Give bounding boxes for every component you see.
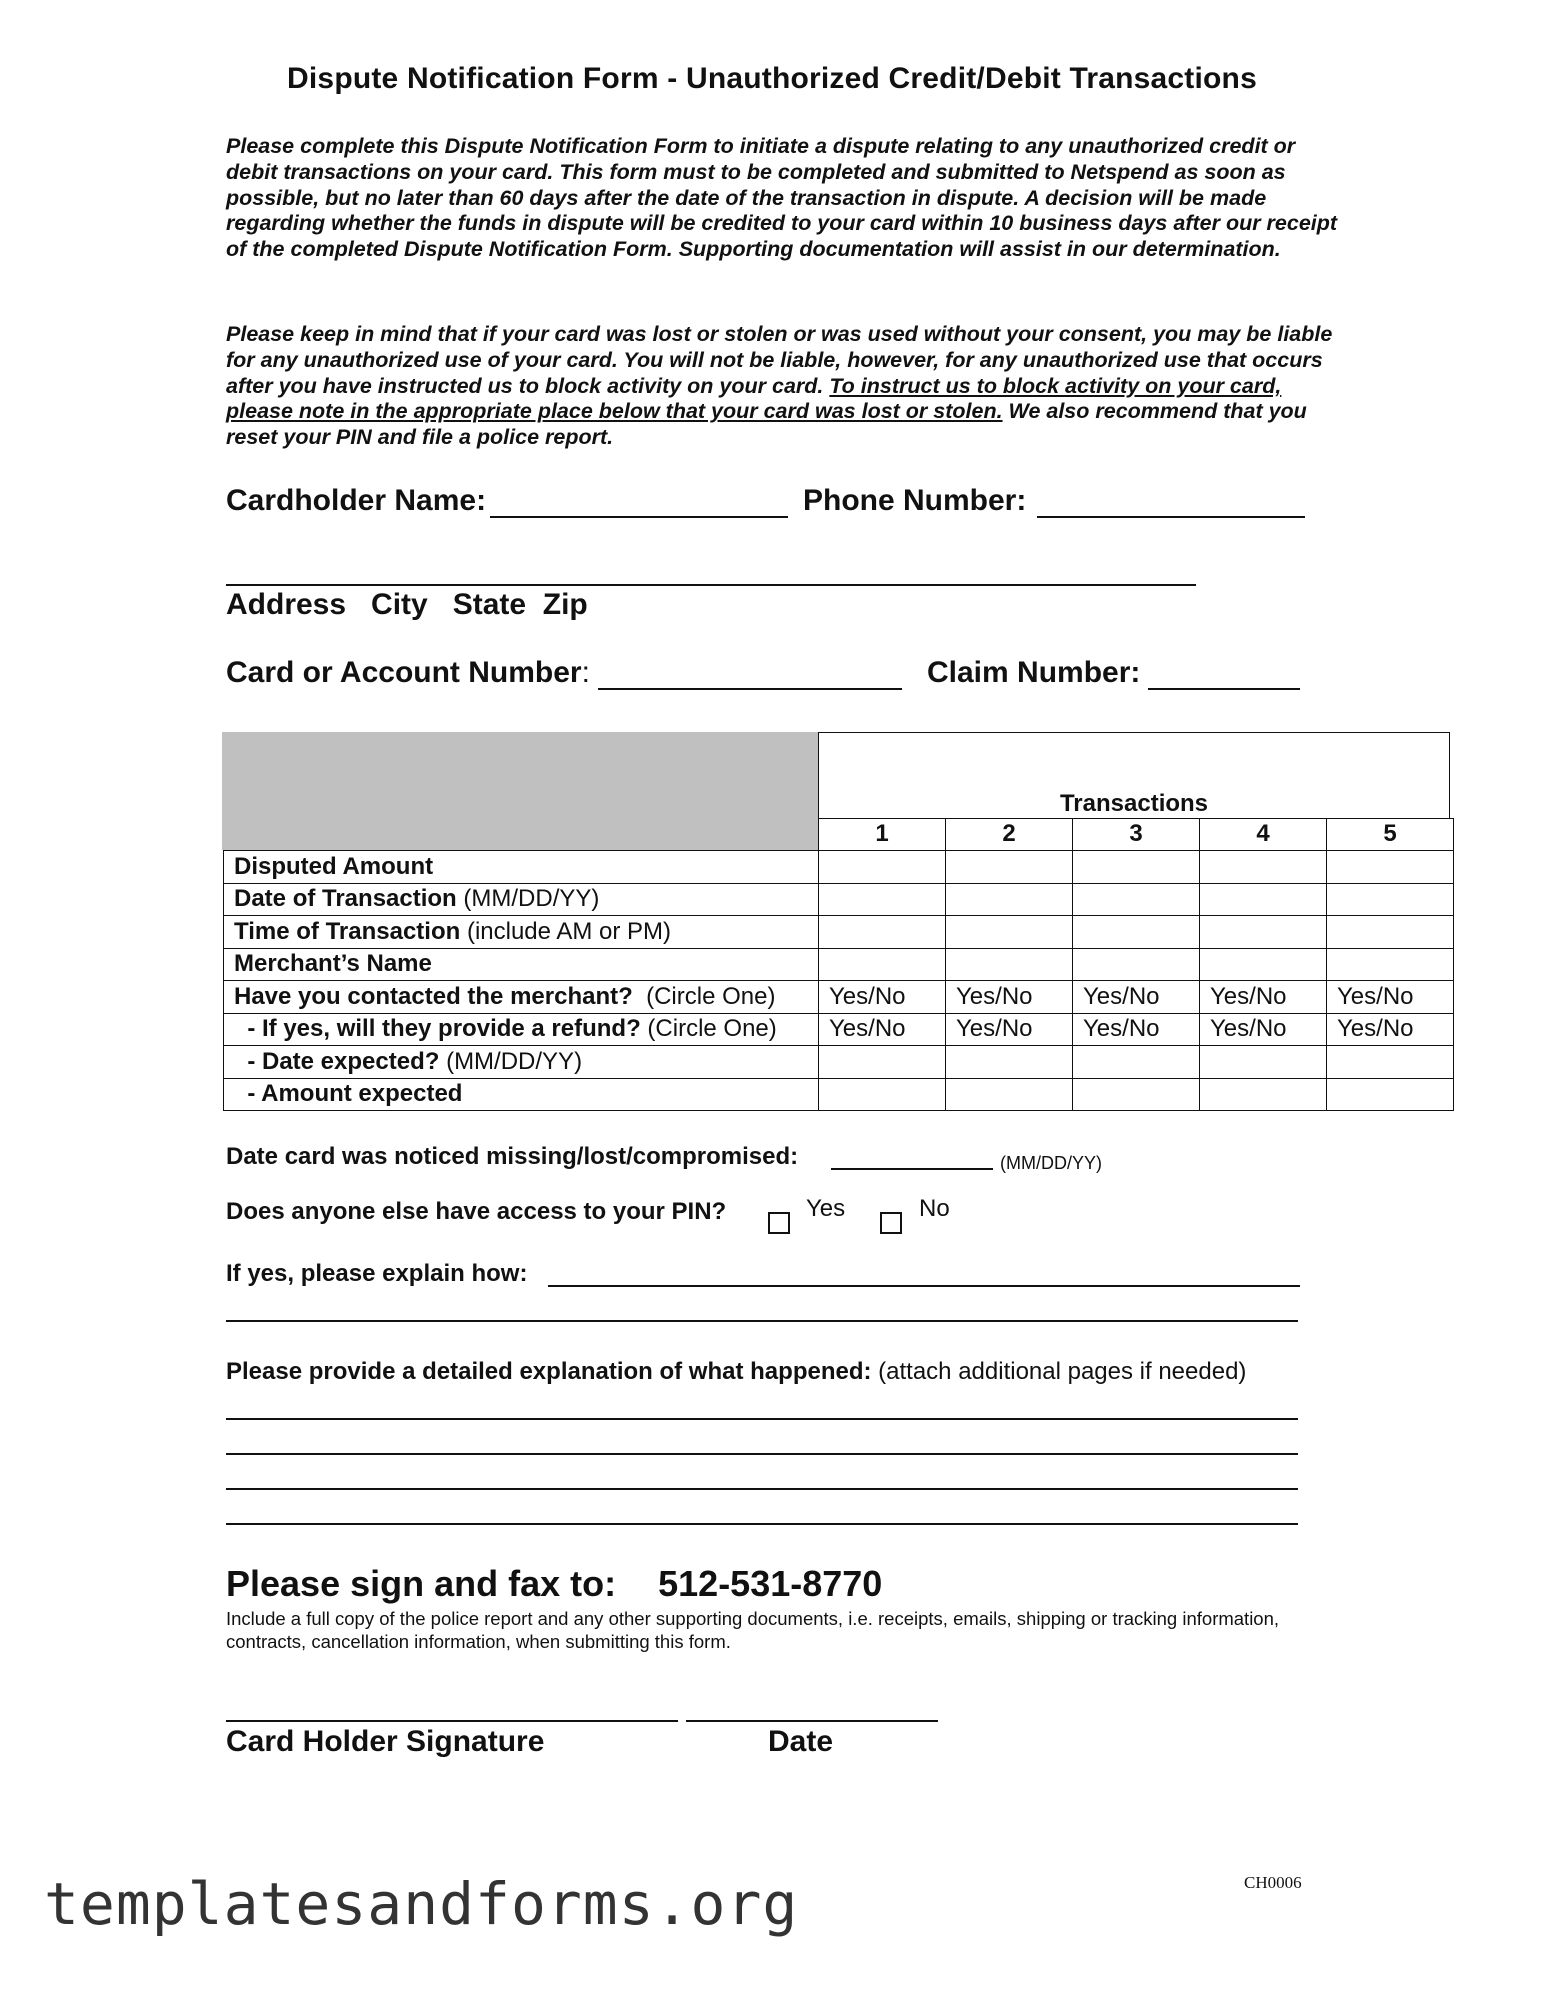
- cardholder-name-line[interactable]: [490, 516, 788, 518]
- row-label-note: (MM/DD/YY): [456, 885, 600, 913]
- table-cell[interactable]: [946, 851, 1073, 884]
- transactions-header: Transactions: [1059, 790, 1209, 817]
- row-label: [224, 948, 819, 981]
- row-label: [224, 916, 819, 949]
- yes-no-option[interactable]: Yes/No: [1200, 981, 1327, 1014]
- explanation-line[interactable]: [226, 1418, 1298, 1420]
- table-cell[interactable]: [819, 1078, 946, 1111]
- card-account-label: [226, 656, 590, 690]
- table-cell[interactable]: [819, 916, 946, 949]
- intro-paragraph-2-start: Please keep in mind that if your card was lost or stolen or was used without your consent, you may be liable for any unauthorized use of your card. You will not be liable, however, for any unauthorized use that occurs after you have instructed us to block activity on your card.: [226, 322, 1333, 398]
- explanation-line[interactable]: [226, 1453, 1298, 1455]
- explanation-line[interactable]: [226, 1488, 1298, 1490]
- table-cell[interactable]: [1073, 948, 1200, 981]
- date-label: Date: [768, 1725, 834, 1758]
- claim-number-label: Claim Number:: [927, 656, 1141, 689]
- yes-no-option[interactable]: Yes/No: [1073, 1013, 1200, 1046]
- table-row: [224, 916, 1454, 949]
- yes-no-option[interactable]: Yes/No: [946, 1013, 1073, 1046]
- detailed-label-bold: Please provide a detailed explanation of what happened:: [226, 1358, 872, 1385]
- card-account-text: Card or Account Number: [226, 656, 582, 689]
- explain-how-line-2[interactable]: [226, 1320, 1298, 1322]
- table-cell[interactable]: [1200, 851, 1327, 884]
- yes-no-option[interactable]: Yes/No: [819, 1013, 946, 1046]
- table-cell[interactable]: [946, 1046, 1073, 1079]
- table-cell[interactable]: [1327, 948, 1454, 981]
- table-cell[interactable]: [1073, 851, 1200, 884]
- date-missing-label: Date card was noticed missing/lost/compromised:: [226, 1143, 799, 1170]
- detailed-explanation-label: [226, 1358, 1246, 1386]
- row-label-bold: Have you contacted the merchant?: [234, 982, 633, 1010]
- table-cell[interactable]: [946, 1078, 1073, 1111]
- table-row: [224, 883, 1454, 916]
- phone-number-line[interactable]: [1037, 516, 1305, 518]
- transactions-table: [223, 732, 1454, 1111]
- table-cell[interactable]: [1200, 883, 1327, 916]
- date-missing-line[interactable]: [831, 1168, 993, 1170]
- row-label: [224, 883, 819, 916]
- table-cell[interactable]: [819, 1046, 946, 1079]
- block-instruction-text: To instruct us to block activity on your card, please note in the appropriate place below that your card was lost or stolen.: [226, 373, 1282, 424]
- fax-note: Include a full copy of the police report and any other supporting documents, i.e. receipts, emails, shipping or tracking information, contracts, cancellation information, when submitting this form.: [226, 1608, 1280, 1652]
- table-row: [224, 1046, 1454, 1079]
- yes-no-option[interactable]: Yes/No: [946, 981, 1073, 1014]
- row-label-note: (Circle One): [632, 982, 776, 1010]
- row-label-bold: Disputed Amount: [234, 852, 434, 880]
- row-label-note: (Circle One): [640, 1015, 777, 1043]
- table-cell[interactable]: [1327, 916, 1454, 949]
- fax-label: Please sign and fax to:: [226, 1563, 617, 1604]
- table-cell[interactable]: [1327, 883, 1454, 916]
- table-cell[interactable]: [946, 883, 1073, 916]
- table-cell[interactable]: [819, 851, 946, 884]
- detailed-label-note: (attach additional pages if needed): [871, 1358, 1247, 1385]
- yes-no-option[interactable]: Yes/No: [819, 981, 946, 1014]
- pin-yes-checkbox[interactable]: [768, 1212, 790, 1234]
- claim-number-line[interactable]: [1148, 688, 1300, 690]
- row-label: [224, 1046, 819, 1079]
- intro-paragraph-1: Please complete this Dispute Notification Form to initiate a dispute relating to any unauthorized credit or debit transactions on your card. This form must to be completed and submitted to Netspend as soon as possible, but no later than 60 days after the date of the transaction in dispute. A decision will be made regarding whether the funds in dispute will be credited to your card within 10 business days after our receipt of the completed Dispute Notification Form. Supporting documentation will assist in our determination.: [226, 134, 1338, 262]
- signature-label: Card Holder Signature: [226, 1725, 545, 1758]
- table-cell[interactable]: [819, 948, 946, 981]
- yes-no-option[interactable]: Yes/No: [1200, 1013, 1327, 1046]
- row-label: [224, 1078, 819, 1111]
- row-label-bold: - Date expected?: [234, 1047, 440, 1075]
- table-cell[interactable]: [1200, 1078, 1327, 1111]
- card-account-line[interactable]: [598, 688, 902, 690]
- pin-yes-label: Yes: [806, 1195, 846, 1222]
- table-cell[interactable]: [1327, 1078, 1454, 1111]
- row-label-bold: - If yes, will they provide a refund?: [234, 1015, 641, 1043]
- table-row: [224, 1078, 1454, 1111]
- row-label: [224, 1013, 819, 1046]
- row-label: [224, 981, 819, 1014]
- table-cell[interactable]: [946, 948, 1073, 981]
- signature-line[interactable]: [226, 1720, 678, 1722]
- table-cell[interactable]: [1200, 948, 1327, 981]
- row-label-note: (include AM or PM): [460, 917, 672, 945]
- column-number: 4: [1200, 818, 1327, 851]
- date-line[interactable]: [686, 1720, 938, 1722]
- form-code: CH0006: [1244, 1873, 1302, 1892]
- card-account-colon: :: [581, 656, 590, 689]
- row-label-bold: Date of Transaction: [234, 885, 457, 913]
- column-number: 2: [946, 818, 1073, 851]
- table-row: [224, 1013, 1454, 1046]
- row-label-bold: - Amount expected: [234, 1080, 463, 1108]
- column-number: 5: [1327, 818, 1454, 851]
- table-cell[interactable]: [1073, 883, 1200, 916]
- explain-how-label: If yes, please explain how:: [226, 1260, 528, 1287]
- explain-how-line[interactable]: [548, 1285, 1300, 1287]
- yes-no-option[interactable]: Yes/No: [1327, 1013, 1454, 1046]
- table-cell[interactable]: [819, 883, 946, 916]
- table-cell[interactable]: [1073, 1046, 1200, 1079]
- fax-number: 512-531-8770: [658, 1563, 883, 1604]
- column-number: 1: [819, 818, 946, 851]
- intro-paragraph-2: [226, 322, 1346, 451]
- column-number: 3: [1073, 818, 1200, 851]
- fax-instruction: [226, 1563, 882, 1605]
- table-cell[interactable]: [946, 916, 1073, 949]
- address-line[interactable]: [226, 584, 1196, 586]
- row-label: [224, 851, 819, 884]
- yes-no-option[interactable]: Yes/No: [1073, 981, 1200, 1014]
- table-cell[interactable]: [1200, 916, 1327, 949]
- intro-paragraph-2-end: We also recommend that you reset your PIN and file a police report.: [226, 399, 1307, 450]
- watermark: templatesandforms.org: [44, 1870, 799, 1938]
- cardholder-name-label: Cardholder Name:: [226, 484, 487, 517]
- pin-no-checkbox[interactable]: [880, 1212, 902, 1234]
- row-label-bold: Time of Transaction: [234, 917, 461, 945]
- row-label-bold: Merchant’s Name: [234, 950, 432, 978]
- pin-access-label: Does anyone else have access to your PIN?: [226, 1198, 727, 1225]
- address-caption: Address City State Zip: [226, 588, 588, 621]
- date-format-text: (MM/DD/YY): [1000, 1153, 1102, 1173]
- explanation-line[interactable]: [226, 1523, 1298, 1525]
- table-row: [224, 851, 1454, 884]
- column-number-row: [224, 818, 1454, 851]
- table-row: [224, 981, 1454, 1014]
- date-missing-format: [1000, 1148, 1102, 1176]
- pin-no-label: No: [919, 1195, 950, 1222]
- table-cell[interactable]: [1073, 916, 1200, 949]
- table-cell[interactable]: [1200, 1046, 1327, 1079]
- table-spacer-row-1: [224, 732, 1454, 818]
- table-row: [224, 948, 1454, 981]
- phone-number-label: Phone Number:: [803, 484, 1027, 517]
- yes-no-option[interactable]: Yes/No: [1327, 981, 1454, 1014]
- table-cell[interactable]: [1327, 851, 1454, 884]
- table-cell[interactable]: [1073, 1078, 1200, 1111]
- form-title: Dispute Notification Form - Unauthorized Credit/Debit Transactions: [287, 62, 1257, 95]
- table-cell[interactable]: [1327, 1046, 1454, 1079]
- row-label-note: (MM/DD/YY): [439, 1047, 583, 1075]
